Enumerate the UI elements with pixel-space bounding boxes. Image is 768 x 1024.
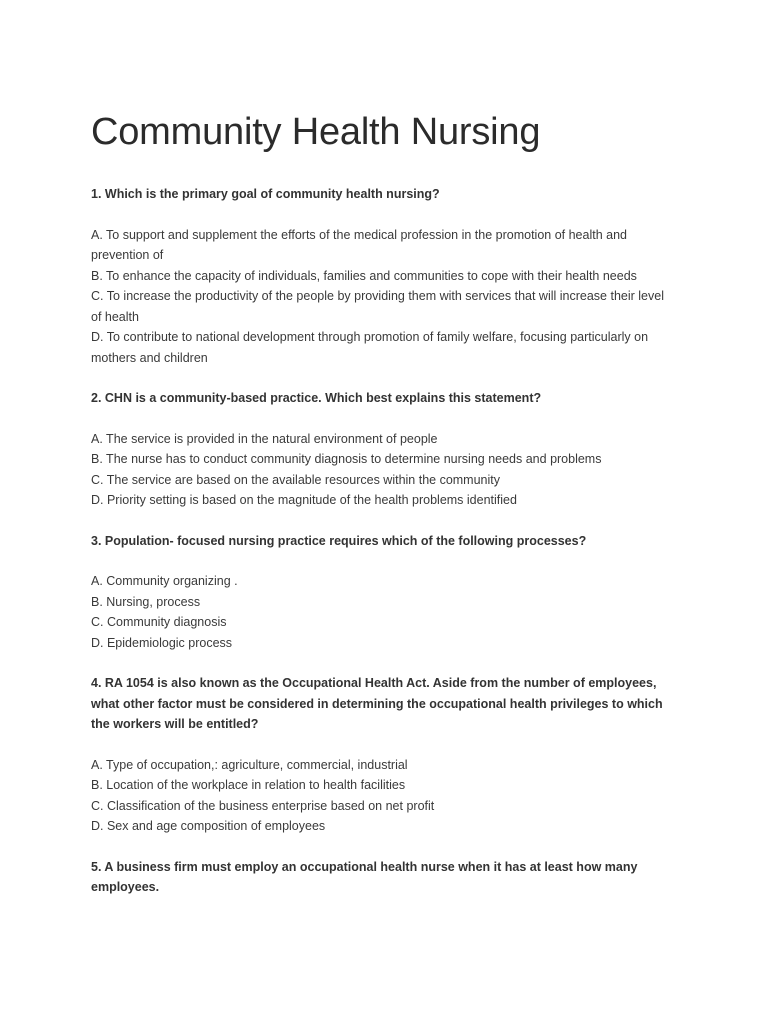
option-c: C. The service are based on the available resources within the community [91,472,501,487]
question-text: 1. Which is the primary goal of community health nursing? [91,187,440,201]
option-list [91,225,672,369]
question-5 [91,857,672,898]
option-d: D. To contribute to national development through promotion of family welfare, focusing particularly on mothers and children [91,330,649,365]
option-list [91,755,672,837]
question-text: 3. Population- focused nursing practice requires which of the following processes? [91,533,587,548]
option-c: C. Classification of the business enterprise based on net profit [91,798,435,813]
question-text: 5. A business firm must employ an occupational health nurse when it has at least how many employees. [91,859,638,894]
option-d: D. Priority setting is based on the magnitude of the health problems identified [91,493,517,507]
option-list [91,429,672,511]
question-4 [91,673,672,837]
question-text: 4. RA 1054 is also known as the Occupational Health Act. Aside from the number of employees, what other factor must be considered in determining the occupational health privileges to which the workers will be entitled? [91,676,663,731]
question-2 [91,388,672,511]
option-b: B. The nurse has to conduct community diagnosis to determine nursing needs and problems [91,452,602,466]
option-d: D. Sex and age composition of employees [91,819,326,833]
option-b: B. Nursing, process [91,594,201,609]
option-c: C. Community diagnosis [91,615,227,629]
question-1 [91,184,672,368]
option-c: C. To increase the productivity of the people by providing them with services that will increase their level of health [91,289,664,324]
option-a: A. Community organizing . [91,574,238,588]
option-a: A. To support and supplement the efforts of the medical profession in the promotion of health and prevention of [91,227,627,262]
option-a: A. The service is provided in the natural environment of people [91,431,438,446]
option-b: B. To enhance the capacity of individuals, families and communities to cope with their health needs [91,268,637,283]
option-b: B. Location of the workplace in relation to health facilities [91,778,406,792]
question-text: 2. CHN is a community-based practice. Which best explains this statement? [91,391,542,405]
option-list [91,571,672,653]
option-d: D. Epidemiologic process [91,635,233,650]
option-a: A. Type of occupation,: agriculture, commercial, industrial [91,757,408,772]
page-title: Community Health Nursing [91,111,541,153]
question-3 [91,531,672,654]
